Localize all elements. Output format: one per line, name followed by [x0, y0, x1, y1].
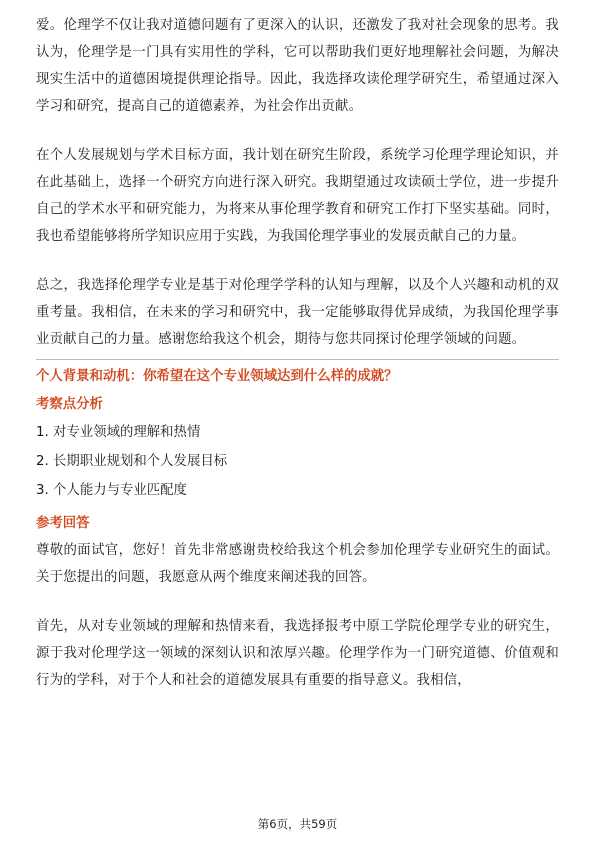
answer-paragraph-2: 首先，从对专业领域的理解和热情来看，我选择报考中原工学院伦理学专业的研究生，源于我对伦理学这一领域的深刻认识和浓厚兴趣。伦理学作为一门研究道德、价值观和行为的学科，对于个人和社会的道德发展具有重要的指导意义。我相信，	[36, 619, 559, 688]
list-item: 2. 长期职业规划和个人发展目标	[36, 454, 228, 469]
page-footer: 第6页，共59页	[257, 817, 338, 831]
section-divider	[36, 359, 559, 360]
list-item: 1. 对专业领域的理解和热情	[36, 425, 201, 440]
interview-question: 个人背景和动机：你希望在这个专业领域达到什么样的成就？	[36, 369, 398, 384]
list-item: 3. 个人能力与专业匹配度	[36, 483, 187, 498]
document-page	[36, 12, 559, 694]
analysis-title: 考察点分析	[36, 397, 103, 412]
answer-paragraph-1: 尊敬的面试官，您好！首先非常感谢贵校给我这个机会参加伦理学专业研究生的面试。关于您提出的问题，我愿意从两个维度来阐述我的回答。	[36, 543, 559, 585]
paragraph-3: 总之，我选择伦理学专业是基于对伦理学学科的认知与理解，以及个人兴趣和动机的双重考量。我相信，在未来的学习和研究中，我一定能够取得优异成绩，为我国伦理学事业贡献自己的力量。感谢您给我这个机会，期待与您共同探讨伦理学领域的问题。	[36, 278, 559, 347]
answer-title: 参考回答	[36, 516, 90, 531]
paragraph-1: 爱。伦理学不仅让我对道德问题有了更深入的认识，还激发了我对社会现象的思考。我认为，伦理学是一门具有实用性的学科，它可以帮助我们更好地理解社会问题，为解决现实生活中的道德困境提供理论指导。因此，我选择攻读伦理学研究生，希望通过深入学习和研究，提高自己的道德素养，为社会作出贡献。	[36, 18, 559, 114]
analysis-list	[36, 418, 559, 505]
paragraph-2: 在个人发展规划与学术目标方面，我计划在研究生阶段，系统学习伦理学理论知识，并在此基础上，选择一个研究方向进行深入研究。我期望通过攻读硕士学位，进一步提升自己的学术水平和研究能力，为将来从事伦理学教育和研究工作打下坚实基础。同时，我也希望能够将所学知识应用于实践，为我国伦理学事业的发展贡献自己的力量。	[36, 148, 559, 244]
